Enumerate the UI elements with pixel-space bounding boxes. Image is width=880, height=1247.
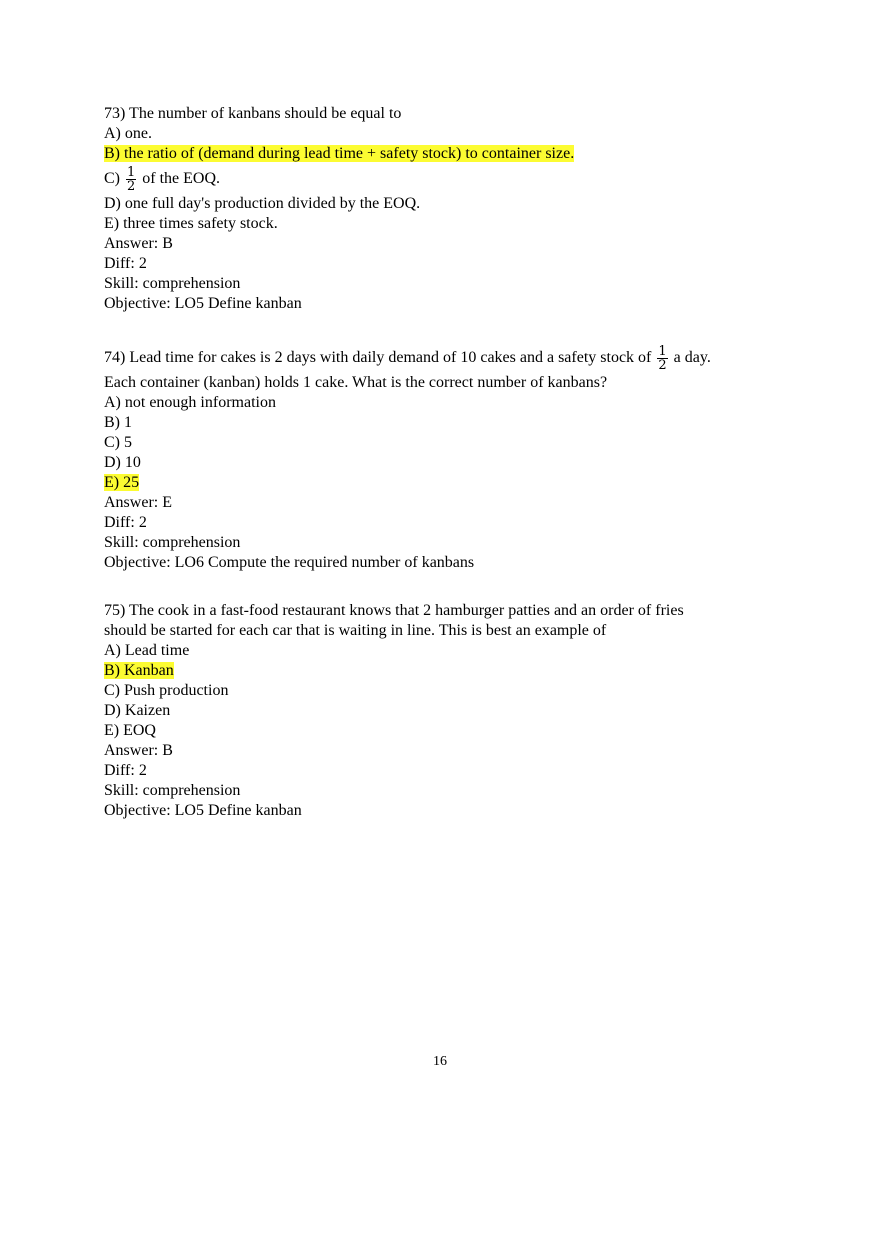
- q74-skill: Skill: comprehension: [104, 534, 241, 551]
- q75-option-d: D) Kaizen: [104, 702, 171, 719]
- q73-option-d: D) one full day's production divided by the EOQ.: [104, 195, 421, 212]
- q73-option-a: A) one.: [104, 125, 152, 142]
- q74-stem-line2: Each container (kanban) holds 1 cake. What is the correct number of kanbans?: [104, 374, 608, 391]
- q74-option-c: C) 5: [104, 434, 132, 451]
- q74-diff: Diff: 2: [104, 514, 147, 531]
- q75-answer: Answer: B: [104, 742, 173, 759]
- q75-stem-line1: 75) The cook in a fast-food restaurant knows that 2 hamburger patties and an order of fries: [104, 602, 684, 619]
- q73-objective: Objective: LO5 Define kanban: [104, 295, 302, 312]
- q73-skill: Skill: comprehension: [104, 275, 241, 292]
- q74-stem-line1: [104, 343, 804, 373]
- q75-objective: Objective: LO5 Define kanban: [104, 802, 302, 819]
- page-number: 16: [433, 1054, 447, 1069]
- fraction-numerator: 1: [127, 164, 136, 180]
- q75-diff: Diff: 2: [104, 762, 147, 779]
- q75-stem-line2: should be started for each car that is waiting in line. This is best an example of: [104, 622, 607, 639]
- q75-skill: Skill: comprehension: [104, 782, 241, 799]
- q74-answer: Answer: E: [104, 494, 172, 511]
- fraction-denominator: 2: [658, 357, 667, 373]
- q75-option-e: E) EOQ: [104, 722, 156, 739]
- fraction-numerator: 1: [658, 343, 667, 359]
- q74-option-d: D) 10: [104, 454, 141, 471]
- q73-option-c-suffix: of the EOQ.: [142, 170, 221, 187]
- q73-answer: Answer: B: [104, 235, 173, 252]
- q74-objective: Objective: LO6 Compute the required number of kanbans: [104, 554, 475, 571]
- q74-stem-suffix: a day.: [673, 349, 711, 366]
- question-73: [104, 104, 804, 314]
- q73-option-c-fraction: [126, 166, 136, 193]
- q74-option-b: B) 1: [104, 414, 132, 431]
- q73-stem: 73) The number of kanbans should be equal to: [104, 105, 402, 122]
- q73-option-c: [104, 164, 804, 194]
- q74-stem-fraction: [657, 345, 667, 372]
- q75-option-c: C) Push production: [104, 682, 229, 699]
- q73-option-c-prefix: C): [104, 170, 120, 187]
- question-74: [104, 343, 804, 573]
- question-75: [104, 601, 804, 821]
- q75-option-a: A) Lead time: [104, 642, 190, 659]
- q73-option-b-highlighted: B) the ratio of (demand during lead time + safety stock) to container size.: [104, 145, 575, 162]
- q74-option-e-highlighted: E) 25: [104, 474, 140, 491]
- fraction-denominator: 2: [127, 178, 136, 194]
- q74-stem-prefix: 74) Lead time for cakes is 2 days with daily demand of 10 cakes and a safety stock of: [104, 349, 652, 366]
- q75-option-b-highlighted: B) Kanban: [104, 662, 174, 679]
- q74-option-a: A) not enough information: [104, 394, 276, 411]
- q73-diff: Diff: 2: [104, 255, 147, 272]
- q73-option-e: E) three times safety stock.: [104, 215, 278, 232]
